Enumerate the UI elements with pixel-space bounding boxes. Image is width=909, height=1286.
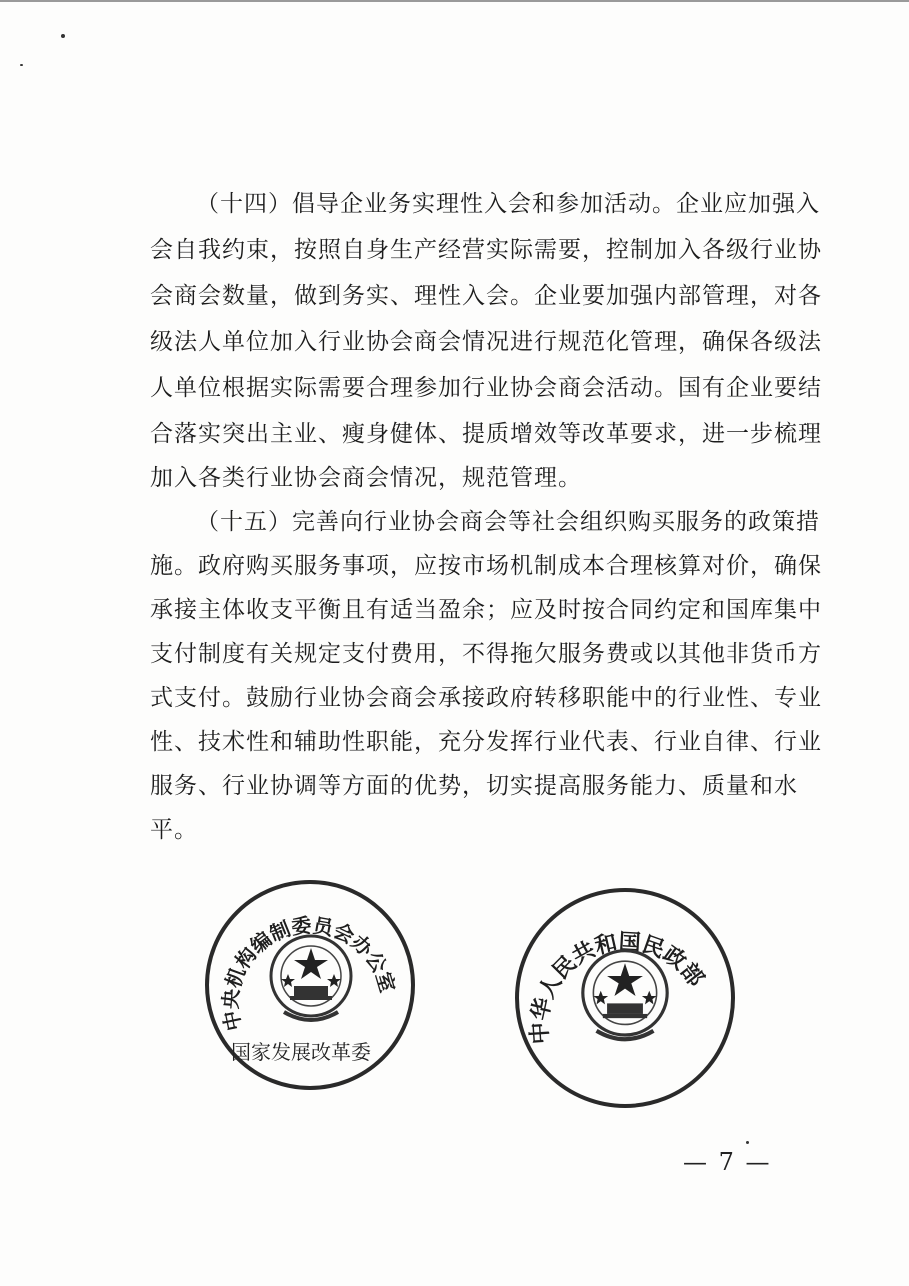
paragraph-line: 支付制度有关规定支付费用，不得拖欠服务费或以其他非货币方 [150, 641, 822, 667]
national-emblem-icon [256, 924, 366, 1034]
paragraph-line: 平。 [150, 817, 198, 843]
paragraph-line: 加入各类行业协会商会情况，规范管理。 [150, 465, 582, 491]
seal-ring-textpath: 中华人民共和国民政部 [527, 929, 709, 1045]
paragraph-line: 性、技术性和辅助性职能，充分发挥行业代表、行业自律、行业 [150, 729, 822, 755]
official-seal-left [205, 880, 415, 1090]
paragraph-line: 施。政府购买服务事项，应按市场机制成本合理核算对价，确保 [150, 553, 822, 579]
scan-speck [746, 1141, 749, 1144]
page-top-border [0, 0, 909, 2]
official-seal-right [515, 888, 735, 1108]
national-emblem-icon [567, 938, 683, 1054]
paragraph-line: 式支付。鼓励行业协会商会承接政府转移职能中的行业性、专业 [150, 685, 822, 711]
page-number: — 7 — [683, 1148, 772, 1176]
seal-bottom-text: 国家发展改革委 [231, 1040, 371, 1064]
paragraph-line: 会自我约束，按照自身生产经营实际需要，控制加入各级行业协 [150, 237, 822, 263]
paragraph-line: （十四）倡导企业务实理性入会和参加活动。企业应加强入 [196, 191, 820, 217]
paragraph-line: 会商会数量，做到务实、理性入会。企业要加强内部管理，对各 [150, 283, 822, 309]
paragraph-line: 级法人单位加入行业协会商会情况进行规范化管理，确保各级法 [150, 329, 822, 355]
scan-speck [61, 34, 65, 38]
seal-ring-textpath: 中央机构编制委员会办公室 [218, 912, 400, 1033]
paragraph-line: 服务、行业协调等方面的优势，切实提高服务能力、质量和水 [150, 773, 798, 799]
paragraph-line: 人单位根据实际需要合理参加行业协会商会活动。国有企业要结 [150, 375, 822, 401]
scan-speck [20, 64, 23, 66]
paragraph-line: 承接主体收支平衡且有适当盈余；应及时按合同约定和国库集中 [150, 597, 822, 623]
paragraph-line: （十五）完善向行业协会商会等社会组织购买服务的政策措 [196, 509, 820, 535]
paragraph-line: 合落实突出主业、瘦身健体、提质增效等改革要求，进一步梳理 [150, 421, 822, 447]
